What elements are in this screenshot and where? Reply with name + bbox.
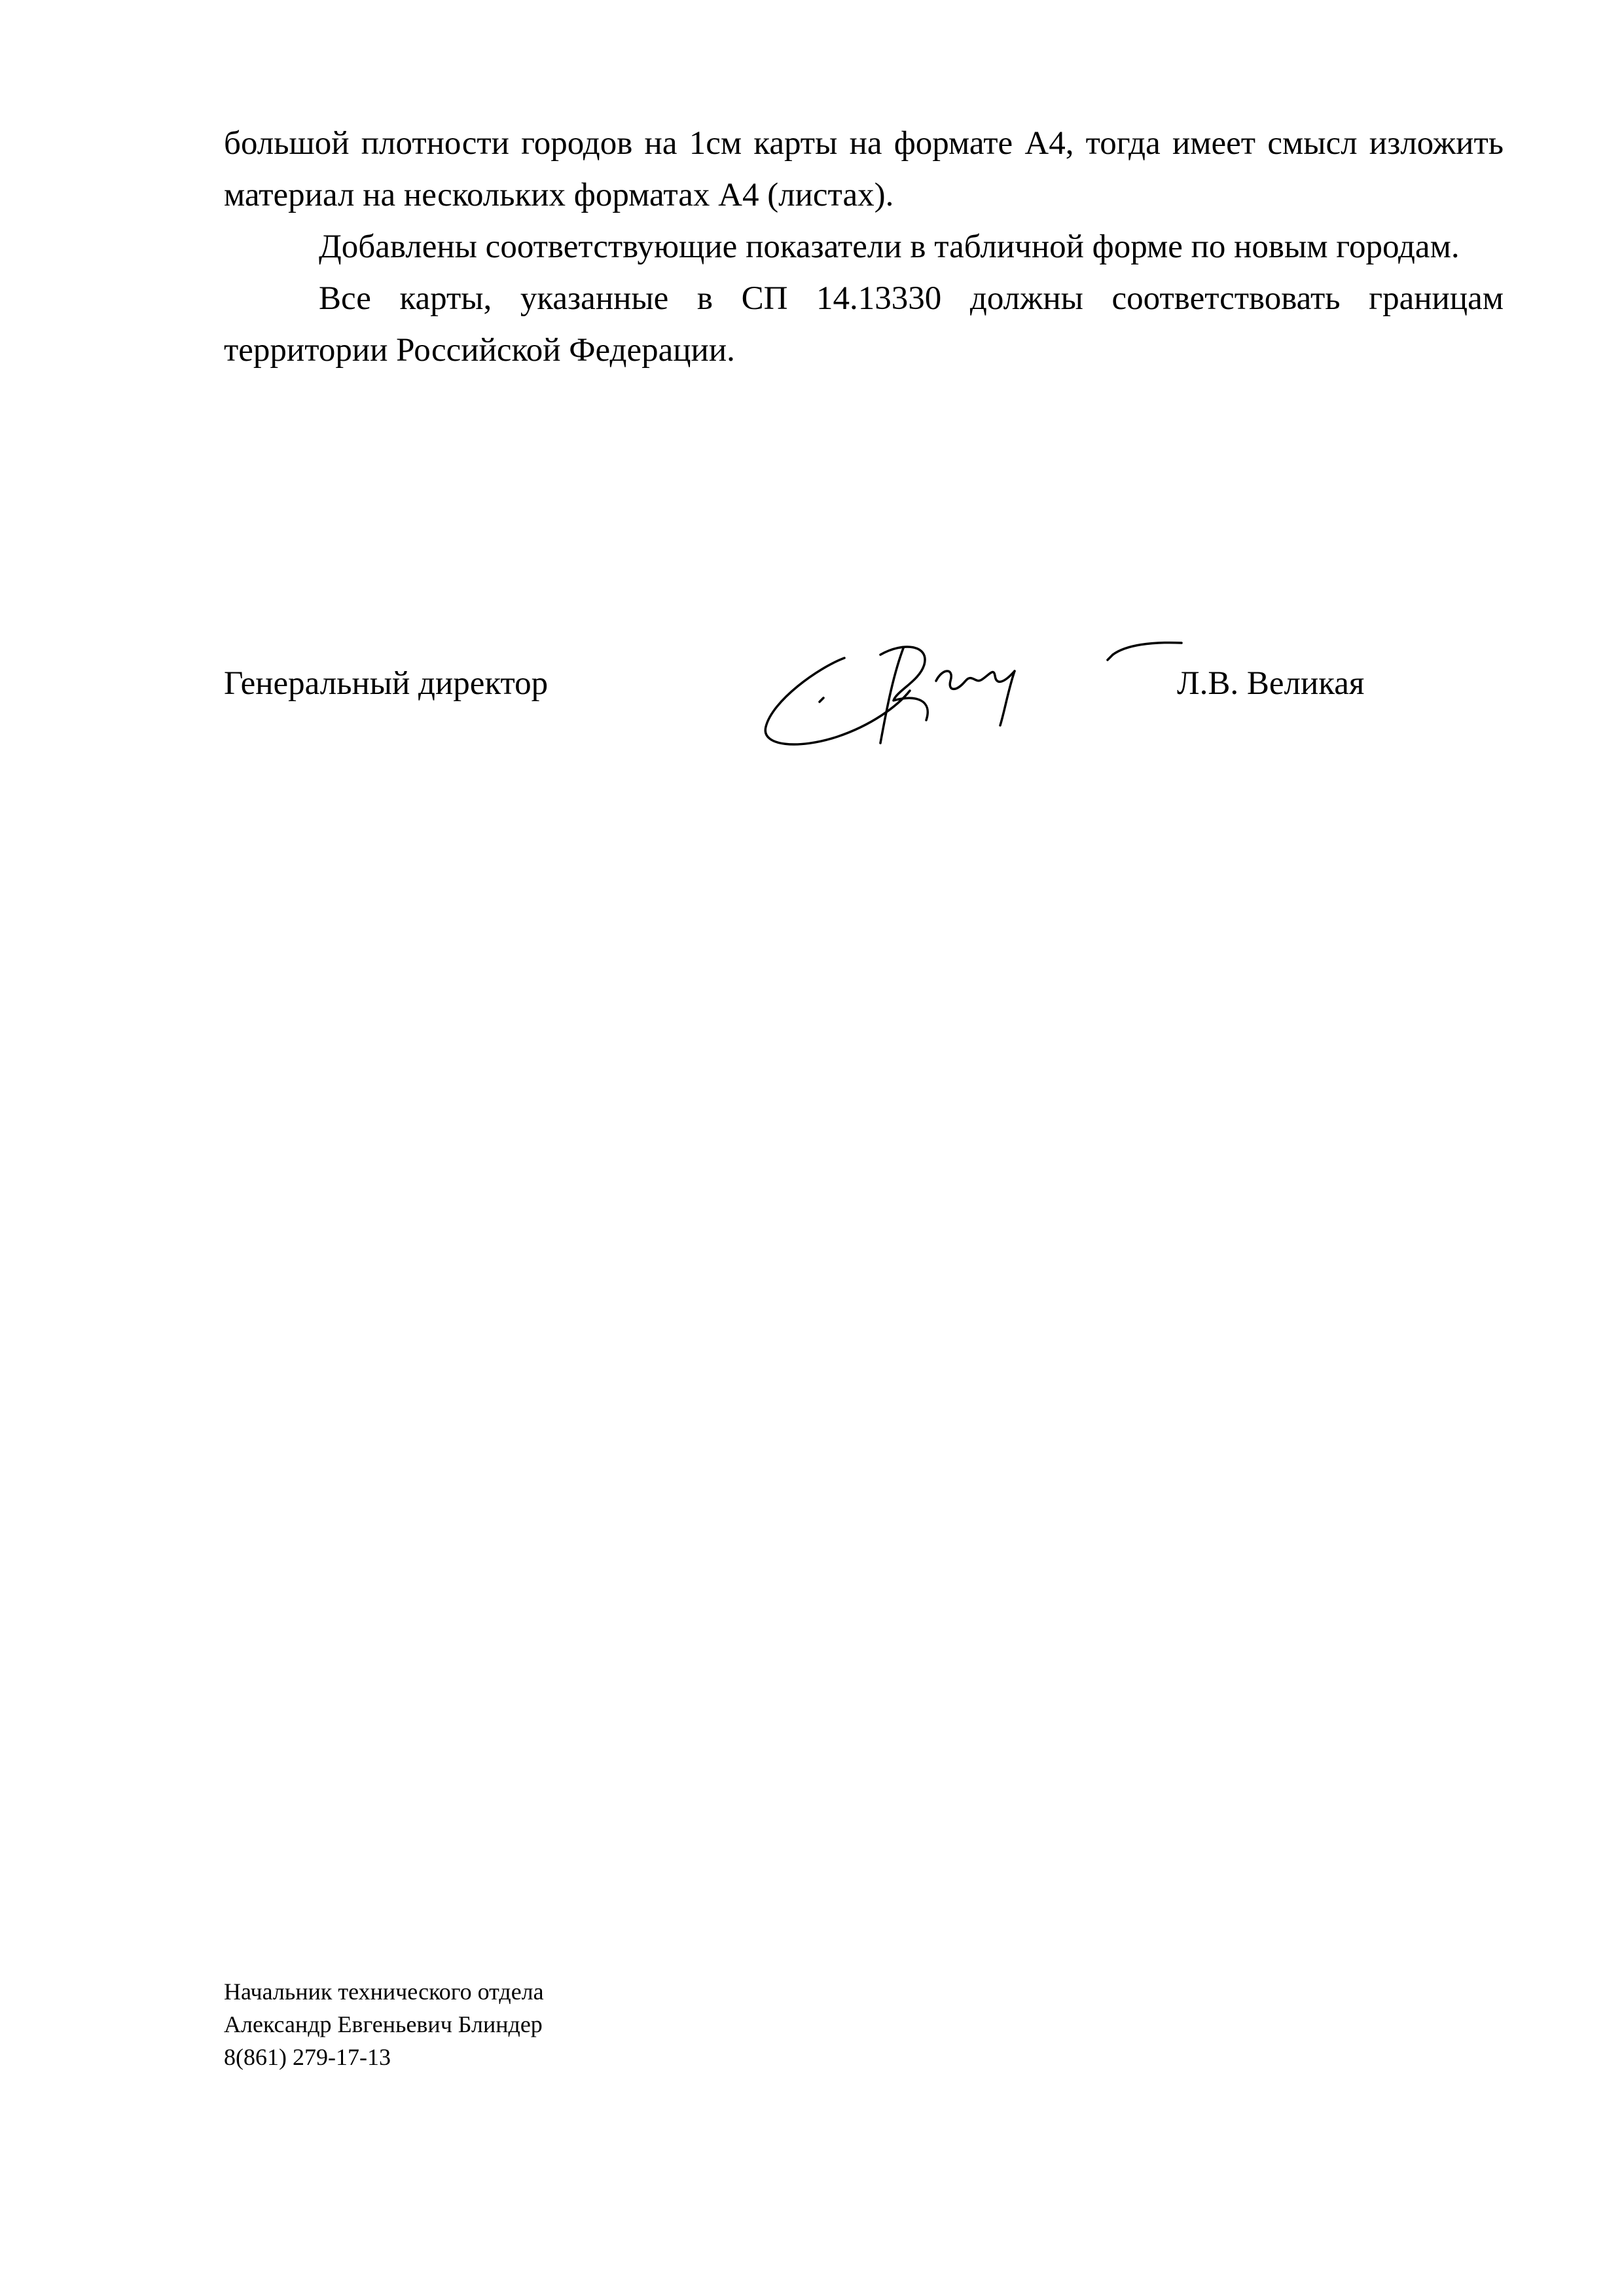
signatory-title: Генеральный директор — [224, 665, 549, 702]
contact-person: Александр Евгеньевич Блиндер — [224, 2011, 543, 2037]
paragraph-continuation: большой плотности городов на 1см карты на формате А4, тогда имеет смысл изложить материал на нескольких форматах А4 (листах). — [224, 125, 1504, 213]
paragraph-tables-added: Добавлены соответствующие показатели в табличной форме по новым городам. — [319, 228, 1460, 265]
paragraph-maps-borders: Все карты, указанные в СП 14.13330 должны соответствовать границам территории Российской Федерации. — [224, 280, 1504, 369]
contact-position: Начальник технического отдела — [224, 1978, 544, 2005]
contact-phone: 8(861) 279-17-13 — [224, 2044, 391, 2070]
handwritten-signature — [746, 629, 1191, 759]
signatory-name: Л.В. Великая — [1177, 665, 1365, 702]
contact-block — [224, 1975, 544, 2073]
document-body — [224, 118, 1504, 376]
